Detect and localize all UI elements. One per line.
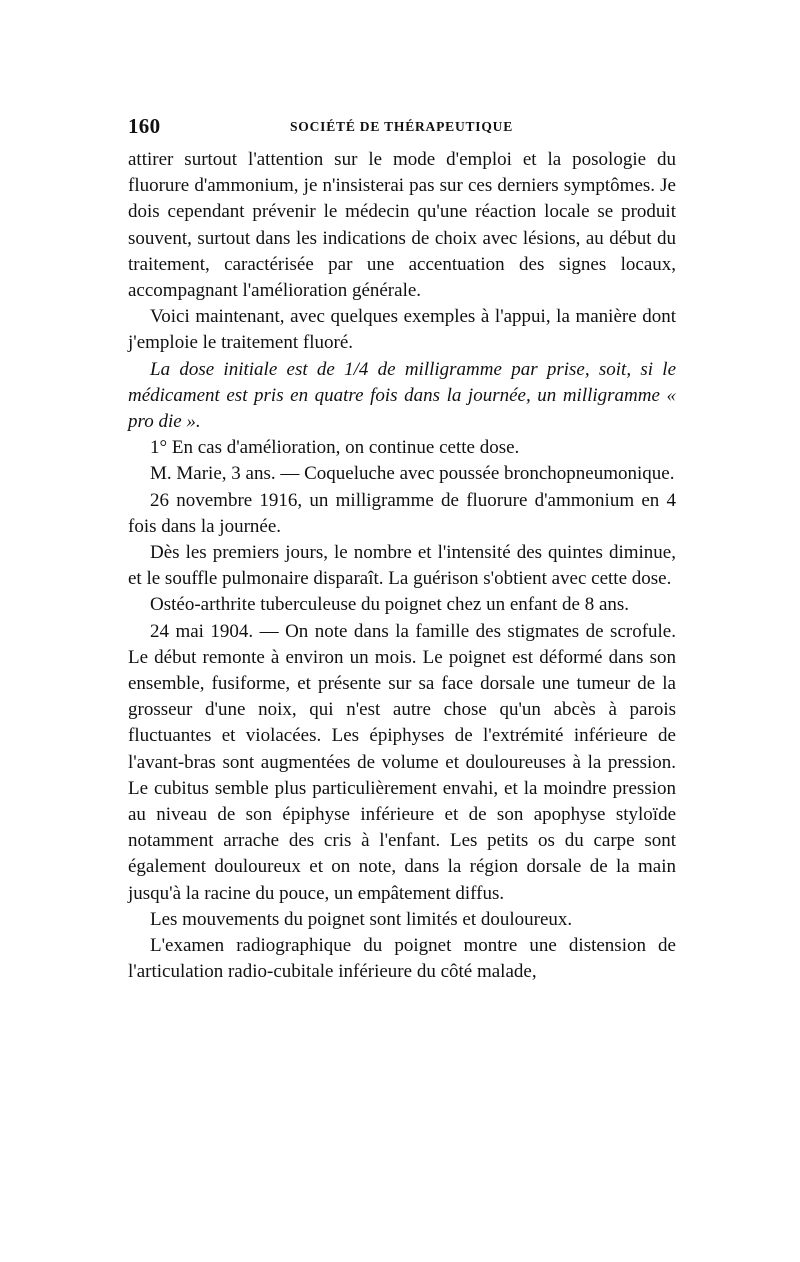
paragraph-movements: Les mouvements du poignet sont limités et douloureux. bbox=[150, 908, 573, 930]
page-number: 160 bbox=[128, 114, 161, 138]
paragraph-outcome: Dès les premiers jours, le nombre et l'intensité des quintes diminue, et le souffle pulmonaire disparaît. La guérison s'obtient avec cette dose. bbox=[128, 542, 676, 590]
running-header bbox=[128, 114, 676, 140]
paragraph-treatment-date: 26 novembre 1916, un milligramme de fluorure d'ammonium en 4 fois dans la journée. bbox=[128, 489, 676, 537]
paragraph-continuation: attirer surtout l'attention sur le mode d'emploi et la posologie du fluorure d'ammonium, je n'insisterai pas sur ces derniers symptômes. Je dois cependant prévenir le médecin qu'une réaction locale se produit souvent, surtout dans les indications de choix avec lésions, au début du traitement, caractérisée par une accentuation des signes locaux, accompagnant l'amélioration générale. bbox=[128, 149, 676, 302]
paragraph-dosage-rule: La dose initiale est de 1/4 de milligramme par prise, soit, si le médicament est pris en quatre fois dans la journée, un milligramme « pro die ». bbox=[128, 358, 676, 433]
paragraph-patient-marie: M. Marie, 3 ans. — Coqueluche avec poussée bronchopneumonique. bbox=[150, 463, 675, 485]
journal-title: SOCIÉTÉ DE THÉRAPEUTIQUE bbox=[290, 119, 514, 134]
paragraph-case-details: 24 mai 1904. — On note dans la famille des stigmates de scrofule. Le début remonte à environ un mois. Le poignet est déformé dans son ensemble, fusiforme, et présente sur sa face dorsale une tumeur de la grosseur d'une noix, qui n'est autre chose qu'un abcès à parois fluctuantes et violacées. Les épiphyses de l'extrémité inférieure de l'avant-bras sont augmentées de volume et douloureuses à la pression. Le cubitus semble plus particulièrement envahi, et la moindre pression au niveau de son épiphyse inférieure et de son apophyse styloïde notamment arrache des cris à l'enfant. Les petits os du carpe sont également douloureux et on note, dans la région dorsale de la main jusqu'à la racine du pouce, un empâtement diffus. bbox=[128, 620, 676, 904]
paragraph-introduction: Voici maintenant, avec quelques exemples à l'appui, la manière dont j'emploie le traitement fluoré. bbox=[128, 306, 676, 354]
body-text bbox=[128, 147, 676, 986]
paragraph-case-heading: 1° En cas d'amélioration, on continue cette dose. bbox=[150, 437, 520, 459]
paragraph-radiography: L'examen radiographique du poignet montre une distension de l'articulation radio-cubitale inférieure du côté malade, bbox=[128, 935, 676, 983]
paragraph-second-case: Ostéo-arthrite tuberculeuse du poignet chez un enfant de 8 ans. bbox=[150, 594, 630, 616]
